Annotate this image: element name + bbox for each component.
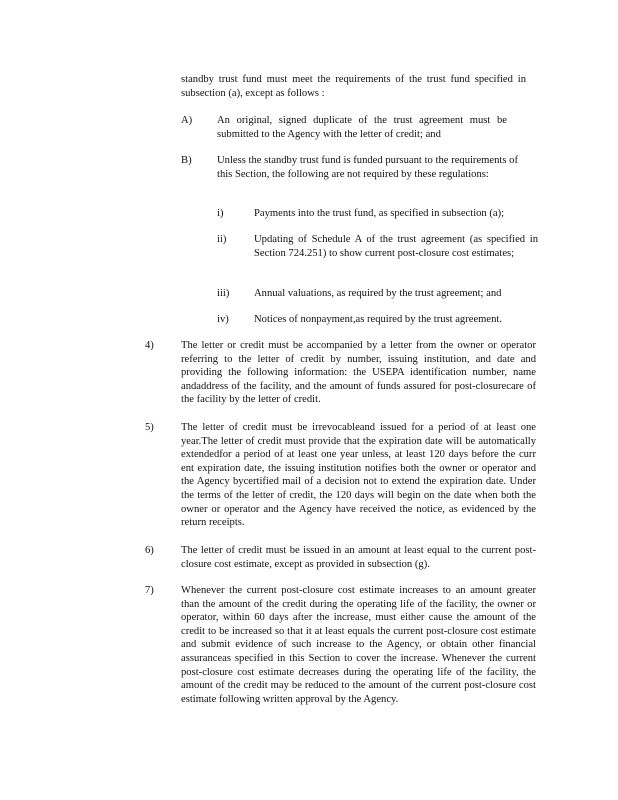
item-6-text: The letter of credit must be issued in an amount at least equal to the current post-closure cost estimate, except as provided in subsection (g).	[181, 545, 536, 570]
subitem-iii-marker: iii)	[217, 288, 230, 299]
item-5-marker: 5)	[145, 422, 154, 433]
subitem-iii-text: Annual valuations, as required by the trust agreement; and	[254, 288, 502, 299]
subitem-i-marker: i)	[217, 208, 224, 219]
intro-paragraph: standby trust fund must meet the requirements of the trust fund specified in subsection (a), except as follows :	[181, 74, 526, 99]
subitem-iv-marker: iv)	[217, 314, 229, 325]
item-b-text: Unless the standby trust fund is funded pursuant to the requirements of this Section, the following are not required by these regulations:	[217, 155, 518, 180]
subitem-ii-marker: ii)	[217, 234, 227, 245]
item-4-text: The letter or credit must be accompanied by a letter from the owner or operator referring to the letter of credit by number, issuing institution, and date and providing the following information: the USEPA identification number, name andaddress of the facility, and the amount of funds assured for post-closurecare of the facility by the letter of credit.	[181, 340, 536, 406]
subitem-iv-text: Notices of nonpayment,as required by the trust agreement.	[254, 314, 502, 325]
subitem-ii-text: Updating of Schedule A of the trust agreement (as specified in Section 724.251) to show current post-closure cost estimates;	[254, 234, 538, 259]
item-7-text: Whenever the current post-closure cost estimate increases to an amount greater than the amount of the credit during the operating life of the facility, the owner or operator, within 60 days after the increase, must either cause the amount of the credit to be increased so that it at least equals the current post-closure cost estimate and submit evidence of such increase to the Agency, or obtain other financial assuranceas specified in this Section to cover the increase. Whenever the current post-closure cost estimate decreases during the operating life of the facility, the amount of the credit may be reduced to the amount of the current post-closure cost estimate following written approval by the Agency.	[181, 585, 536, 705]
item-b-marker: B)	[181, 155, 192, 166]
item-6-marker: 6)	[145, 545, 154, 556]
subitem-i-text: Payments into the trust fund, as specified in subsection (a);	[254, 208, 505, 219]
item-4-marker: 4)	[145, 340, 154, 351]
item-5-text: The letter of credit must be irrevocableand issued for a period of at least one year.The letter of credit must provide that the expiration date will be automatically extendedfor a period of at least one year unless, at least 120 days before the curr ent expiration date, the issuing institution notifies both the owner or operator and the Agency bycertified mail of a decision not to extend the expiration date. Under the terms of the letter of credit, the 120 days will begin on the date when both the owner or operator and the Agency have received the notice, as evidenced by the return receipts.	[181, 422, 536, 529]
item-a-text: An original, signed duplicate of the trust agreement must be submitted to the Agency with the letter of credit; and	[217, 115, 507, 140]
item-a-marker: A)	[181, 115, 193, 126]
item-7-marker: 7)	[145, 585, 154, 596]
